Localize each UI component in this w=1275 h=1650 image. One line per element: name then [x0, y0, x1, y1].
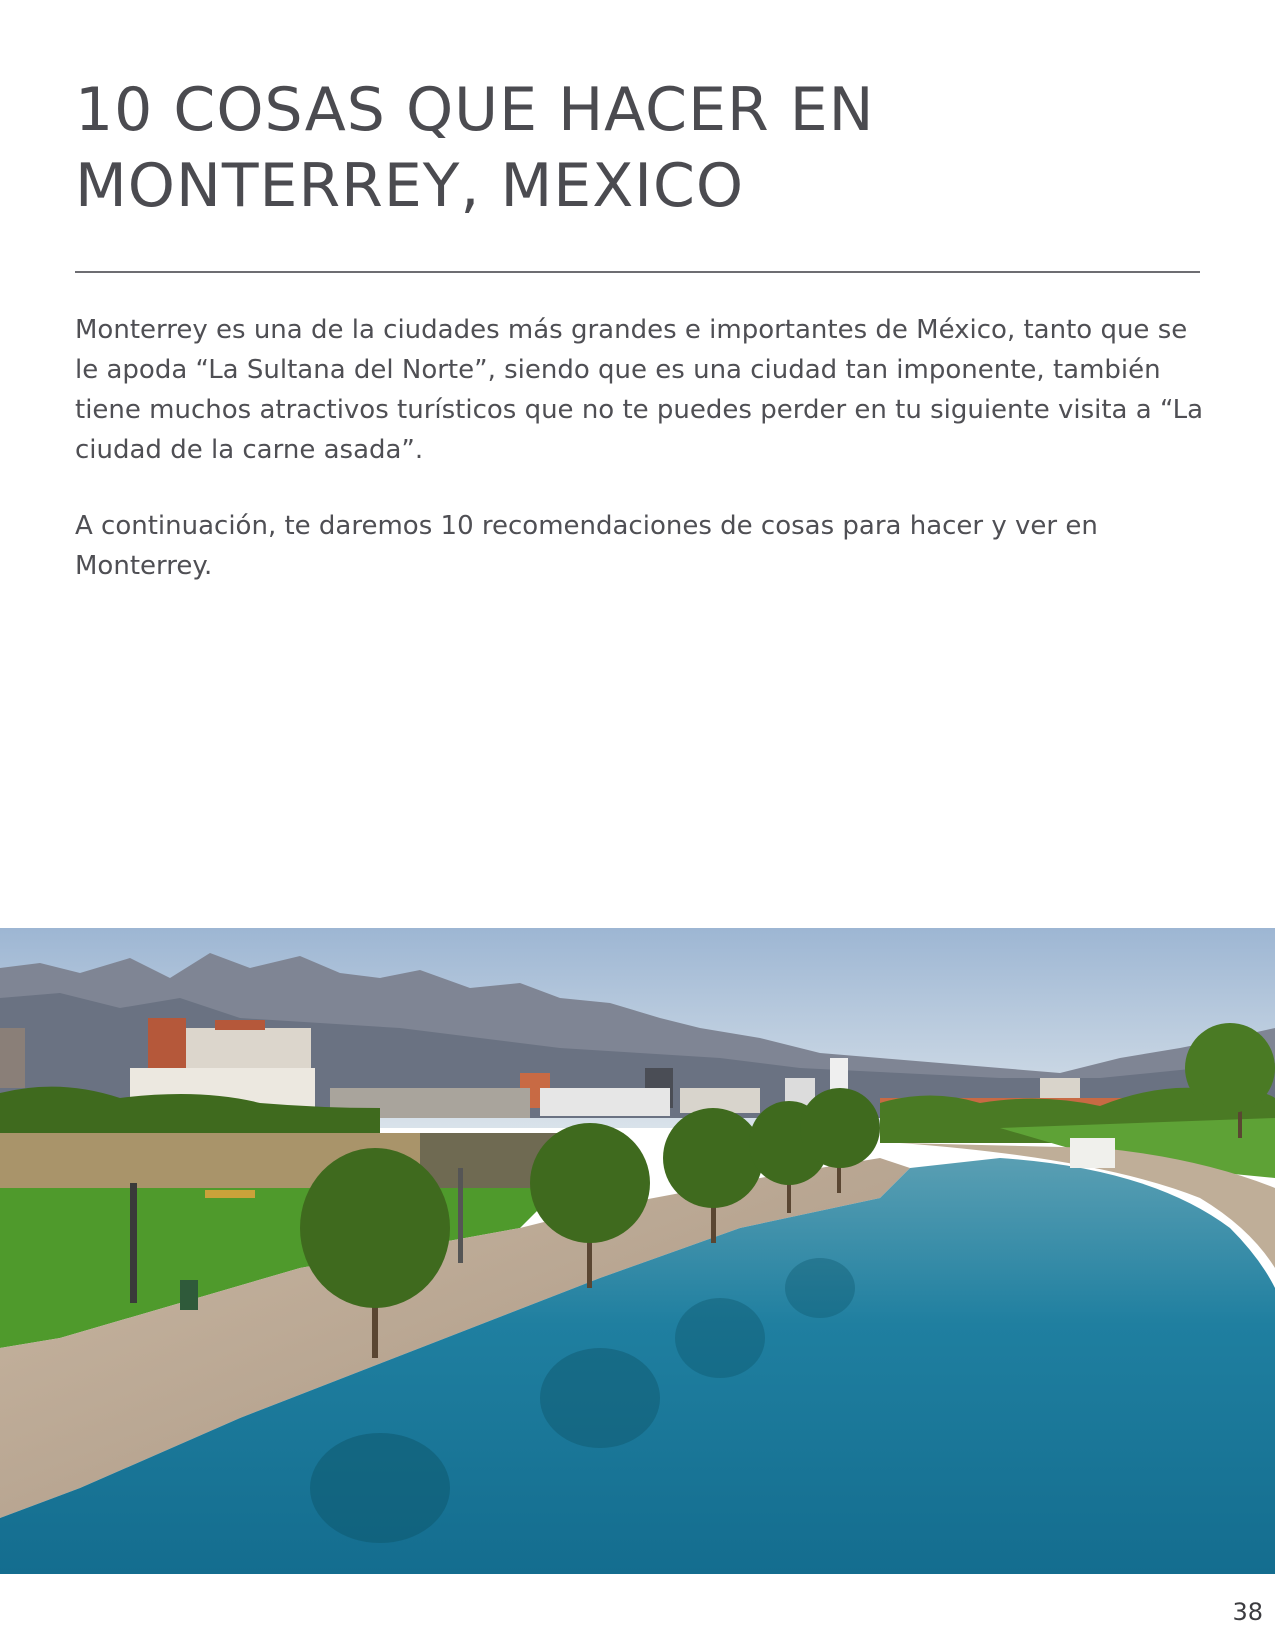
intro-paragraph: Monterrey es una de la ciudades más grandes e importantes de México, tanto que se le apoda “La Sultana del Norte”, siendo que es una ciudad tan imponente, también tiene muchos atractivos turísticos que no te puedes perder en tu siguiente visita a “La ciudad de la carne asada”. — [75, 315, 1204, 465]
title-line-1: 10 COSAS QUE HACER EN — [75, 75, 875, 145]
monterrey-riverwalk-photo — [0, 928, 1275, 1574]
page-title — [75, 72, 1195, 224]
title-divider — [75, 271, 1200, 273]
recommendations-paragraph: A continuación, te daremos 10 recomendaciones de cosas para hacer y ver en Monterrey. — [75, 511, 1098, 581]
page-number: 38 — [1232, 1598, 1263, 1626]
title-line-2: MONTERREY, MEXICO — [75, 151, 745, 221]
